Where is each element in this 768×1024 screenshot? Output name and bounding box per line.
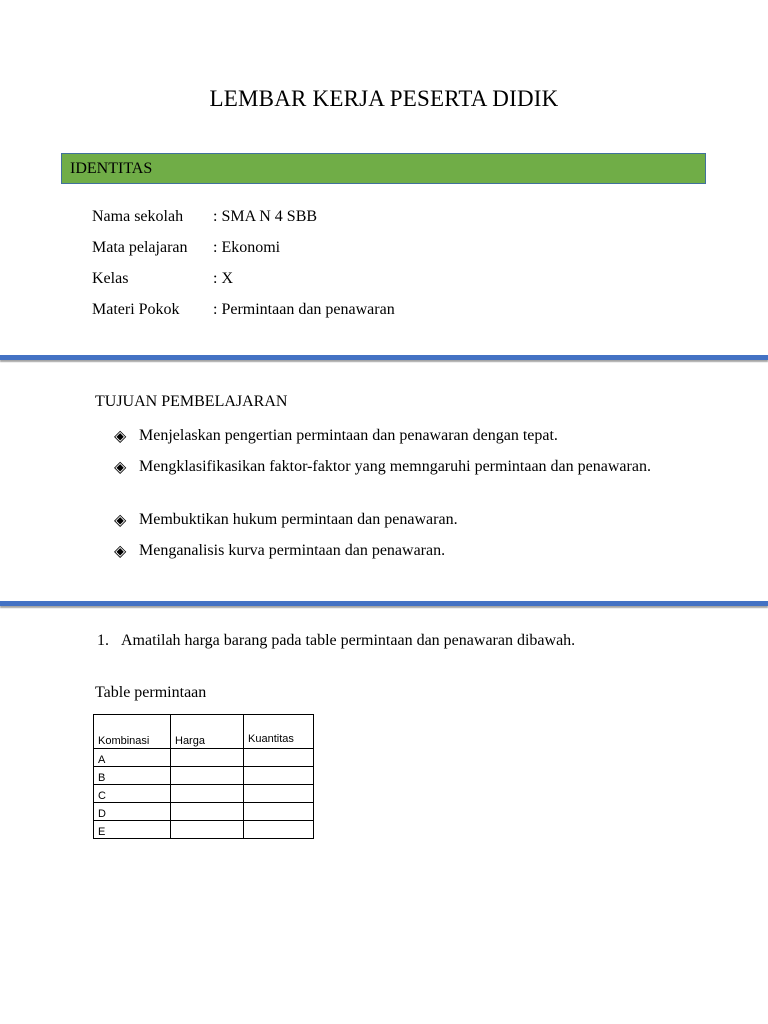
identity-value: : X [213, 270, 233, 287]
table-cell[interactable] [171, 749, 244, 767]
identity-value: : SMA N 4 SBB [213, 208, 318, 225]
section-divider [0, 355, 768, 360]
table-header-row [94, 715, 314, 749]
table-cell: B [94, 767, 171, 785]
table-cell[interactable] [244, 767, 314, 785]
diamond-bullet-icon: ◈ [114, 457, 127, 476]
table-cell[interactable] [171, 785, 244, 803]
diamond-bullet-icon: ◈ [114, 510, 127, 529]
table-row [94, 803, 314, 821]
identity-label: Materi Pokok [92, 301, 180, 318]
table-header-cell: Harga [171, 715, 244, 749]
diamond-bullet-icon: ◈ [114, 426, 127, 445]
table-cell[interactable] [171, 767, 244, 785]
objective-text: Mengklasifikasikan faktor-faktor yang memngaruhi permintaan dan penawaran. [139, 458, 651, 475]
identity-banner-label: IDENTITAS [70, 160, 153, 177]
table-row [94, 749, 314, 767]
identity-value: : Ekonomi [213, 239, 281, 256]
identity-value: : Permintaan dan penawaran [213, 301, 395, 318]
table-row [94, 785, 314, 803]
table-header-cell: Kombinasi [94, 715, 171, 749]
question-number: 1. [97, 632, 109, 649]
table-cell: E [94, 821, 171, 839]
section-divider [0, 601, 768, 606]
question-text: Amatilah harga barang pada table permintaan dan penawaran dibawah. [121, 632, 576, 649]
identity-label: Kelas [92, 270, 129, 287]
table-cell: C [94, 785, 171, 803]
worksheet-title: LEMBAR KERJA PESERTA DIDIK [209, 86, 559, 111]
identity-banner [61, 153, 706, 184]
table-header-cell [244, 715, 314, 749]
table-title: Table permintaan [95, 684, 207, 701]
objectives-heading: TUJUAN PEMBELAJARAN [95, 393, 288, 410]
table-row [94, 821, 314, 839]
identity-label: Mata pelajaran [92, 239, 188, 256]
table-header-label: Kuantitas [248, 733, 294, 745]
table-cell[interactable] [244, 749, 314, 767]
diamond-bullet-icon: ◈ [114, 541, 127, 560]
objective-text: Menganalisis kurva permintaan dan penawaran. [139, 542, 446, 559]
table-row [94, 767, 314, 785]
table-cell[interactable] [244, 803, 314, 821]
table-cell[interactable] [171, 803, 244, 821]
table-cell: A [94, 749, 171, 767]
demand-table [93, 714, 314, 839]
table-cell[interactable] [171, 821, 244, 839]
table-cell: D [94, 803, 171, 821]
table-cell[interactable] [244, 785, 314, 803]
identity-label: Nama sekolah [92, 208, 184, 225]
objective-text: Membuktikan hukum permintaan dan penawaran. [139, 511, 458, 528]
objective-text: Menjelaskan pengertian permintaan dan penawaran dengan tepat. [139, 427, 558, 444]
table-cell[interactable] [244, 821, 314, 839]
